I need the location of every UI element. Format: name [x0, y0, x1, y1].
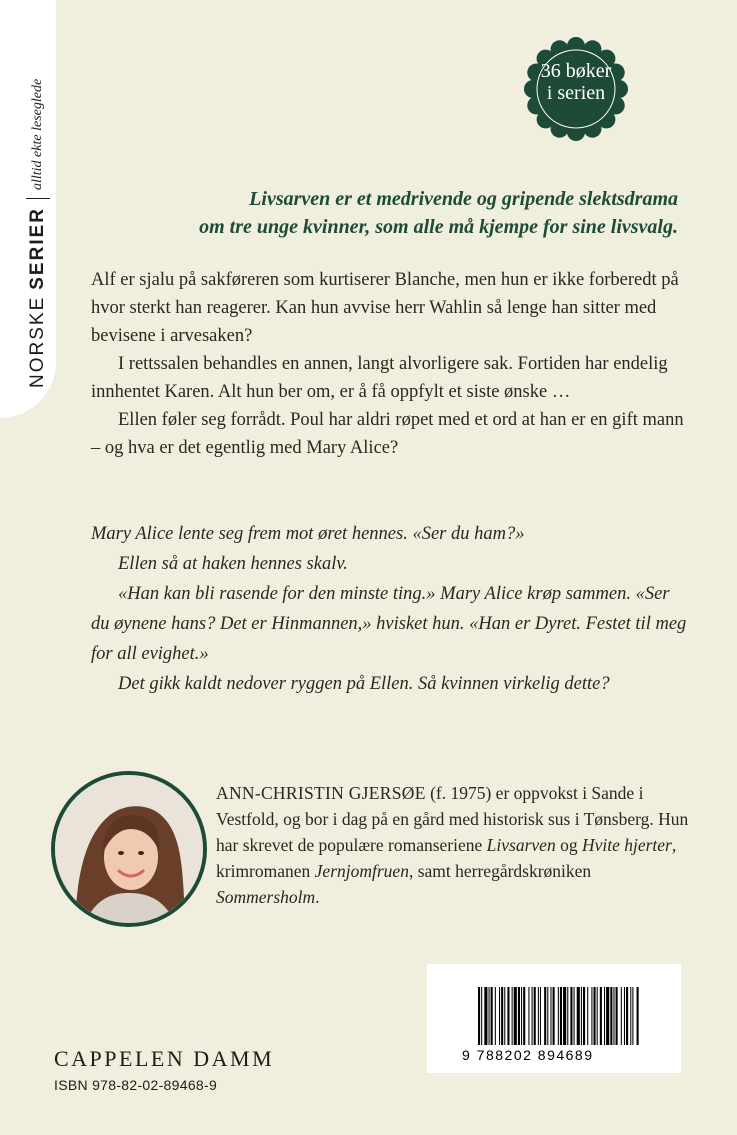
barcode-bar	[523, 987, 525, 1045]
barcode-bar	[632, 987, 633, 1045]
barcode-bar	[547, 987, 548, 1045]
barcode-bar	[518, 987, 520, 1045]
barcode-bar	[532, 987, 533, 1045]
author-bio	[216, 780, 696, 910]
barcode-bar	[521, 987, 522, 1045]
barcode-bar	[567, 987, 568, 1045]
barcode-bar	[534, 987, 536, 1045]
barcode-bar	[597, 987, 598, 1045]
barcode-bar	[550, 987, 551, 1045]
barcode-bar	[613, 987, 614, 1045]
barcode-bar	[626, 987, 628, 1045]
barcode-bar	[581, 987, 582, 1045]
barcode-bar	[499, 987, 500, 1045]
barcode-bar	[587, 987, 588, 1045]
series-tab	[0, 0, 56, 418]
series-label	[26, 79, 50, 388]
barcode-bar	[489, 987, 490, 1045]
author-bio-text: og	[555, 835, 582, 855]
barcode-bar	[484, 987, 487, 1045]
barcode-bar	[514, 987, 517, 1045]
author-bio-text: .	[315, 887, 320, 907]
barcode-bar	[478, 987, 480, 1045]
series-serier: SERIER	[27, 207, 48, 290]
barcode-bar	[621, 987, 622, 1045]
lead-line-2: om tre unge kvinner, som alle må kjempe for sine livsvalg.	[199, 216, 678, 238]
blurb-paragraph: Alf er sjalu på sakføreren som kurtiserer Blanche, men hun er ikke forberedt på hvor sterkt han reagerer. Kan hun avvise herr Wahlin så lenge han sitter med bevisene i arvesaken?	[91, 270, 679, 346]
excerpt	[91, 519, 691, 699]
barcode-bar	[606, 987, 609, 1045]
author-book-title: Jernjomfruen	[314, 861, 409, 881]
barcode-bar	[591, 987, 592, 1045]
barcode-digits: 9 788202 894689	[462, 1047, 594, 1063]
series-norske: NORSKE	[27, 295, 48, 388]
barcode-bar	[491, 987, 493, 1045]
series-divider	[26, 198, 50, 199]
barcode-bar	[553, 987, 555, 1045]
barcode	[476, 987, 640, 1047]
author-bio-text: (f. 1975) er oppvokst i Sande i Vestfold, og bor i dag på en gård med historisk sus i Tønsberg. Hun har skrevet de populære romanseriene	[216, 783, 689, 855]
barcode-bar	[624, 987, 625, 1045]
author-bio-text: , samt herregårdskrøniken	[408, 861, 592, 881]
isbn: ISBN 978-82-02-89468-9	[54, 1077, 218, 1093]
author-bio-text: , krimromanen	[216, 835, 677, 881]
barcode-bar	[495, 987, 496, 1045]
excerpt-paragraph: Det gikk kaldt nedover ryggen på Ellen. Så kvinnen virkelig dette?	[118, 674, 610, 694]
barcode-bar	[560, 987, 562, 1045]
publisher-logo: CAPPELEN DAMM	[54, 1046, 275, 1071]
blurb-paragraph: I rettssalen behandles en annen, langt alvorligere sak. Fortiden har endelig innhentet Karen. Alt hun ber om, er å få oppfylt et siste ønske …	[91, 354, 668, 402]
author-name: ANN-CHRISTIN GJERSØE	[216, 783, 426, 803]
author-book-title: Sommersholm	[216, 887, 316, 907]
excerpt-paragraph: Ellen så at haken hennes skalv.	[118, 554, 348, 574]
series-tagline: alltid ekte leseglede	[30, 78, 45, 190]
barcode-bar	[540, 987, 541, 1045]
badge-line-1: 36 bøker	[540, 60, 612, 82]
badge-text	[524, 60, 628, 104]
barcode-bar	[504, 987, 505, 1045]
barcode-bar	[507, 987, 509, 1045]
barcode-bar	[558, 987, 559, 1045]
badge-line-2: i serien	[546, 82, 606, 104]
author-series-title: Hvite hjerter	[581, 835, 672, 855]
blurb	[91, 266, 691, 462]
barcode-bar	[570, 987, 572, 1045]
barcode-bar	[481, 987, 482, 1045]
barcode-bar	[637, 987, 639, 1045]
author-photo	[51, 771, 207, 927]
lead-line-1: Livsarven er et medrivende og gripende slektsdrama	[249, 188, 678, 210]
barcode-bar	[501, 987, 503, 1045]
barcode-bar	[583, 987, 585, 1045]
barcode-bar	[577, 987, 580, 1045]
lead-text	[70, 185, 678, 241]
barcode-bar	[512, 987, 513, 1045]
barcode-bar	[600, 987, 602, 1045]
barcode-bar	[630, 987, 631, 1045]
barcode-bar	[616, 987, 618, 1045]
author-series-title: Livsarven	[486, 835, 556, 855]
barcode-bar	[604, 987, 605, 1045]
barcode-bar	[574, 987, 575, 1045]
barcode-bar	[563, 987, 566, 1045]
barcode-bar	[610, 987, 612, 1045]
barcode-bar	[594, 987, 596, 1045]
barcode-bar	[538, 987, 539, 1045]
barcode-bar	[528, 987, 529, 1045]
excerpt-paragraph: Mary Alice lente seg frem mot øret hennes. «Ser du ham?»	[91, 524, 525, 544]
excerpt-paragraph: «Han kan bli rasende for den minste ting.» Mary Alice krøp sammen. «Ser du øynene hans? Det er Hinmannen,» hvisket hun. «Han er Dyret. Festet til meg for all evighet.»	[91, 584, 687, 664]
barcode-bar	[544, 987, 546, 1045]
blurb-paragraph: Ellen føler seg forrådt. Poul har aldri røpet med et ord at han er en gift mann – og hva er det egentlig med Mary Alice?	[91, 410, 684, 458]
